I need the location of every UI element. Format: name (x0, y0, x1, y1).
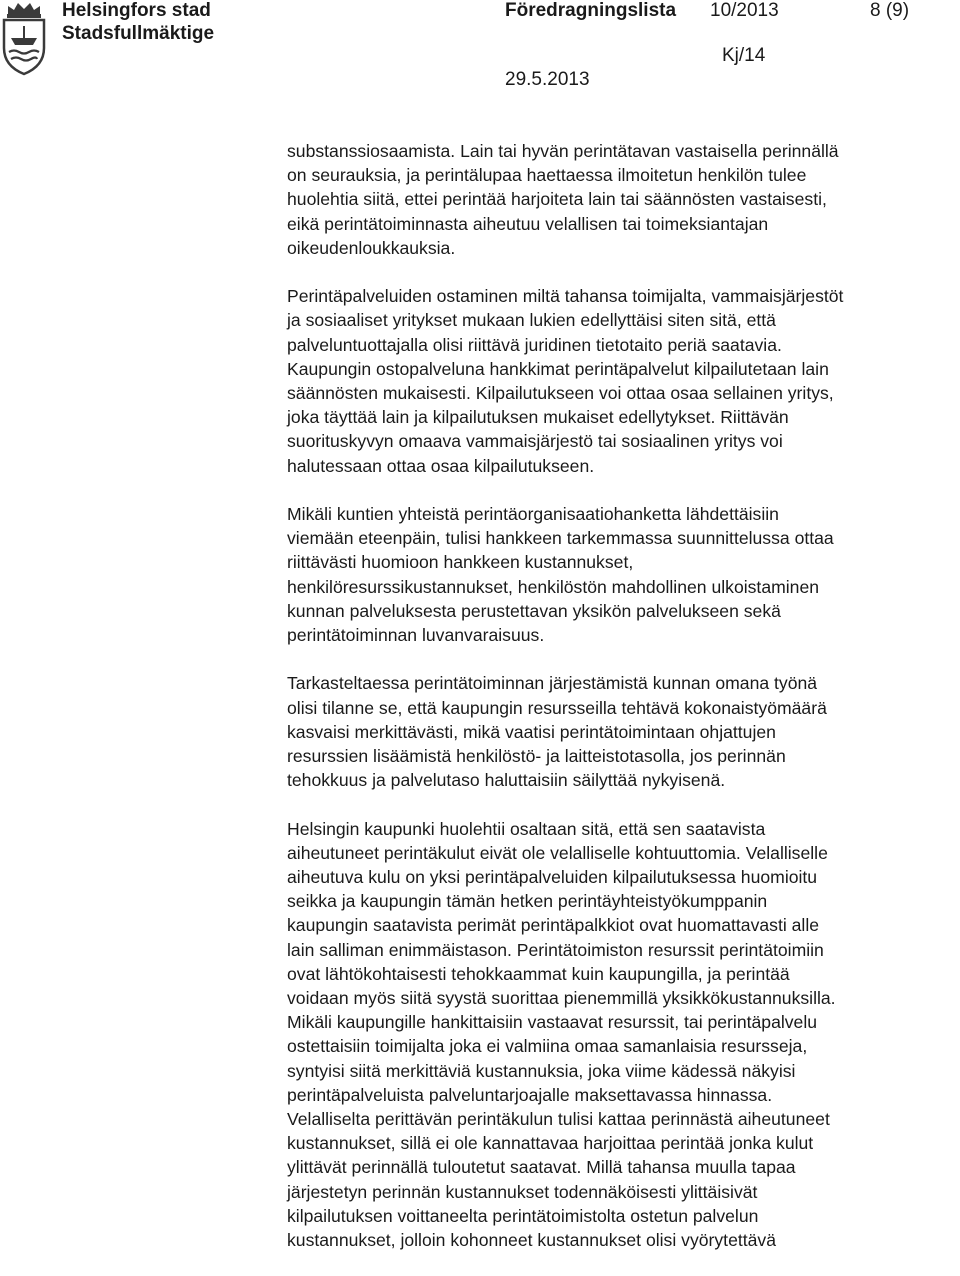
document-type: Föredragningslista (505, 0, 677, 21)
text-line: Mikäli kuntien yhteistä perintäorganisaatiohanketta lähdettäisiin (287, 504, 779, 525)
text-line: perintätoiminnan luvanvaraisuus. (287, 625, 545, 646)
text-line: ovat lähtökohtaisesti tehokkaammat kuin kaupungilla, ja perintää (287, 963, 790, 984)
text-line: substanssiosaamista. Lain tai hyvän perintätavan vastaisella perinnällä (287, 141, 839, 161)
text-line: olisi tilanne se, että kaupungin resursseilla tehtävä kokonaistyömäärä (287, 697, 827, 718)
text-line: kustannukset, sillä ei ole kannattavaa harjoittaa perintää jonka kulut (287, 1133, 814, 1154)
text-line: syntyisi siitä merkittäviä kustannuksia, joka viime kädessä näkyisi (287, 1060, 796, 1081)
text-line: kustannukset, jolloin kohonneet kustannukset olisi vyörytettävä (287, 1230, 776, 1251)
paragraph (287, 671, 947, 792)
text-line: Helsingin kaupunki huolehtii osaltaan sitä, että sen saatavista (287, 818, 766, 839)
text-line: kaupungin saatavista perimät perintäpalkkiot ovat huomattavasti alle (287, 915, 820, 936)
paragraph (287, 817, 947, 1253)
text-line: halutessaan ottaa osaa kilpailutukseen. (287, 455, 595, 476)
coat-of-arms-icon (0, 0, 48, 76)
paragraph (287, 139, 947, 260)
text-line: ostettaisiin toimijalta joka ei valmiina omaa samanlaisia resursseja, (287, 1036, 808, 1057)
text-line: suorituskyvyn omaava vammaisjärjestö tai sosiaalinen yritys voi (287, 431, 783, 452)
text-line: Velalliselta perittävän perintäkulun tulisi kattaa perinnästä aiheutuneet (287, 1109, 830, 1130)
text-line: aiheutuneet perintäkulut eivät ole velalliselle kohtuuttomia. Velalliselle (287, 842, 828, 863)
text-line: Tarkasteltaessa perintätoiminnan järjestämistä kunnan omana työnä (287, 673, 818, 694)
text-line: joka täyttää lain ja kilpailutuksen mukaiset edellytykset. Riittävän (287, 407, 789, 428)
text-line: tehokkuus ja palvelutaso haluttaisiin säilyttää nykyisenä. (287, 770, 726, 791)
text-line: viemään eteenpäin, tulisi hankkeen tarkemmassa suunnittelussa ottaa (287, 528, 834, 549)
paragraph (287, 284, 947, 478)
text-line: ja sosiaaliset yritykset mukaan lukien edellyttäisi siten sitä, että (287, 310, 776, 331)
text-line: ylittävät perinnällä tuloutetut saatavat. Millä tahansa muulla tapaa (287, 1157, 796, 1178)
page-number: 8 (9) (870, 0, 910, 21)
text-line: aiheutuva kulu on yksi perintäpalveluiden kilpailutuksessa huomioitu (287, 867, 818, 888)
list-number: 10/2013 (710, 0, 779, 21)
text-line: kunnan palveluksesta perustettavan yksikön palvelukseen sekä (287, 600, 781, 621)
text-line: lain salliman enimmäistason. Perintätoimiston resurssit perintätoimiin (287, 939, 824, 960)
text-line: kasvaisi merkittävästi, mikä vaatisi perintätoimintaan ohjattujen (287, 721, 776, 742)
meeting-date: 29.5.2013 (505, 69, 590, 90)
org-unit: Stadsfullmäktige (62, 23, 215, 44)
text-line: on seurauksia, ja perintälupaa haettaessa ilmoitetun henkilön tulee (287, 165, 807, 186)
text-line: resurssien lisäämistä henkilöstö- ja laitteistotasolla, jos perinnän (287, 746, 786, 767)
text-line: huolehtia siitä, ettei perintää harjoiteta lain tai säännösten vastaisesti, (287, 189, 827, 210)
text-line: henkilöresurssikustannukset, henkilöstön mahdollinen ulkoistaminen (287, 576, 820, 597)
text-line: oikeudenloukkauksia. (287, 237, 456, 258)
text-line: säännösten mukaisesti. Kilpailutukseen voi ottaa osaa sellainen yritys, (287, 383, 834, 404)
paragraph (287, 502, 947, 647)
text-line: Kaupungin ostopalveluna hankkimat perintäpalvelut kilpailutetaan lain (287, 358, 829, 379)
text-line: voidaan myös siitä syystä suorittaa pienemmillä yksikkökustannuksilla. (287, 988, 836, 1009)
text-line: riittävästi huomioon hankkeen kustannukset, (287, 552, 634, 573)
text-line: seikka ja kaupungin tämän hetken perintäyhteistyökumppanin (287, 891, 768, 912)
org-name: Helsingfors stad (62, 0, 211, 21)
document-body (287, 139, 947, 1276)
text-line: järjestetyn perinnän kustannukset todennäköisesti ylittäisivät (287, 1181, 758, 1202)
text-line: Perintäpalveluiden ostaminen miltä tahansa toimijalta, vammaisjärjestöt (287, 286, 844, 307)
text-line: perintäpalveluista palveluntarjoajalle maksettavassa hinnassa. (287, 1084, 773, 1105)
text-line: palveluntuottajalla olisi riittävä juridinen tietotaito periä saatavia. (287, 334, 782, 355)
text-line: kilpailutuksen voittaneelta perintätoimistolta ostetun palvelun (287, 1205, 759, 1226)
text-line: eikä perintätoiminnasta aiheutuu velallisen tai toimeksiantajan (287, 213, 769, 234)
text-line: Mikäli kaupungille hankittaisiin vastaavat resurssit, tai perintäpalvelu (287, 1012, 818, 1033)
item-code: Kj/14 (722, 45, 766, 66)
